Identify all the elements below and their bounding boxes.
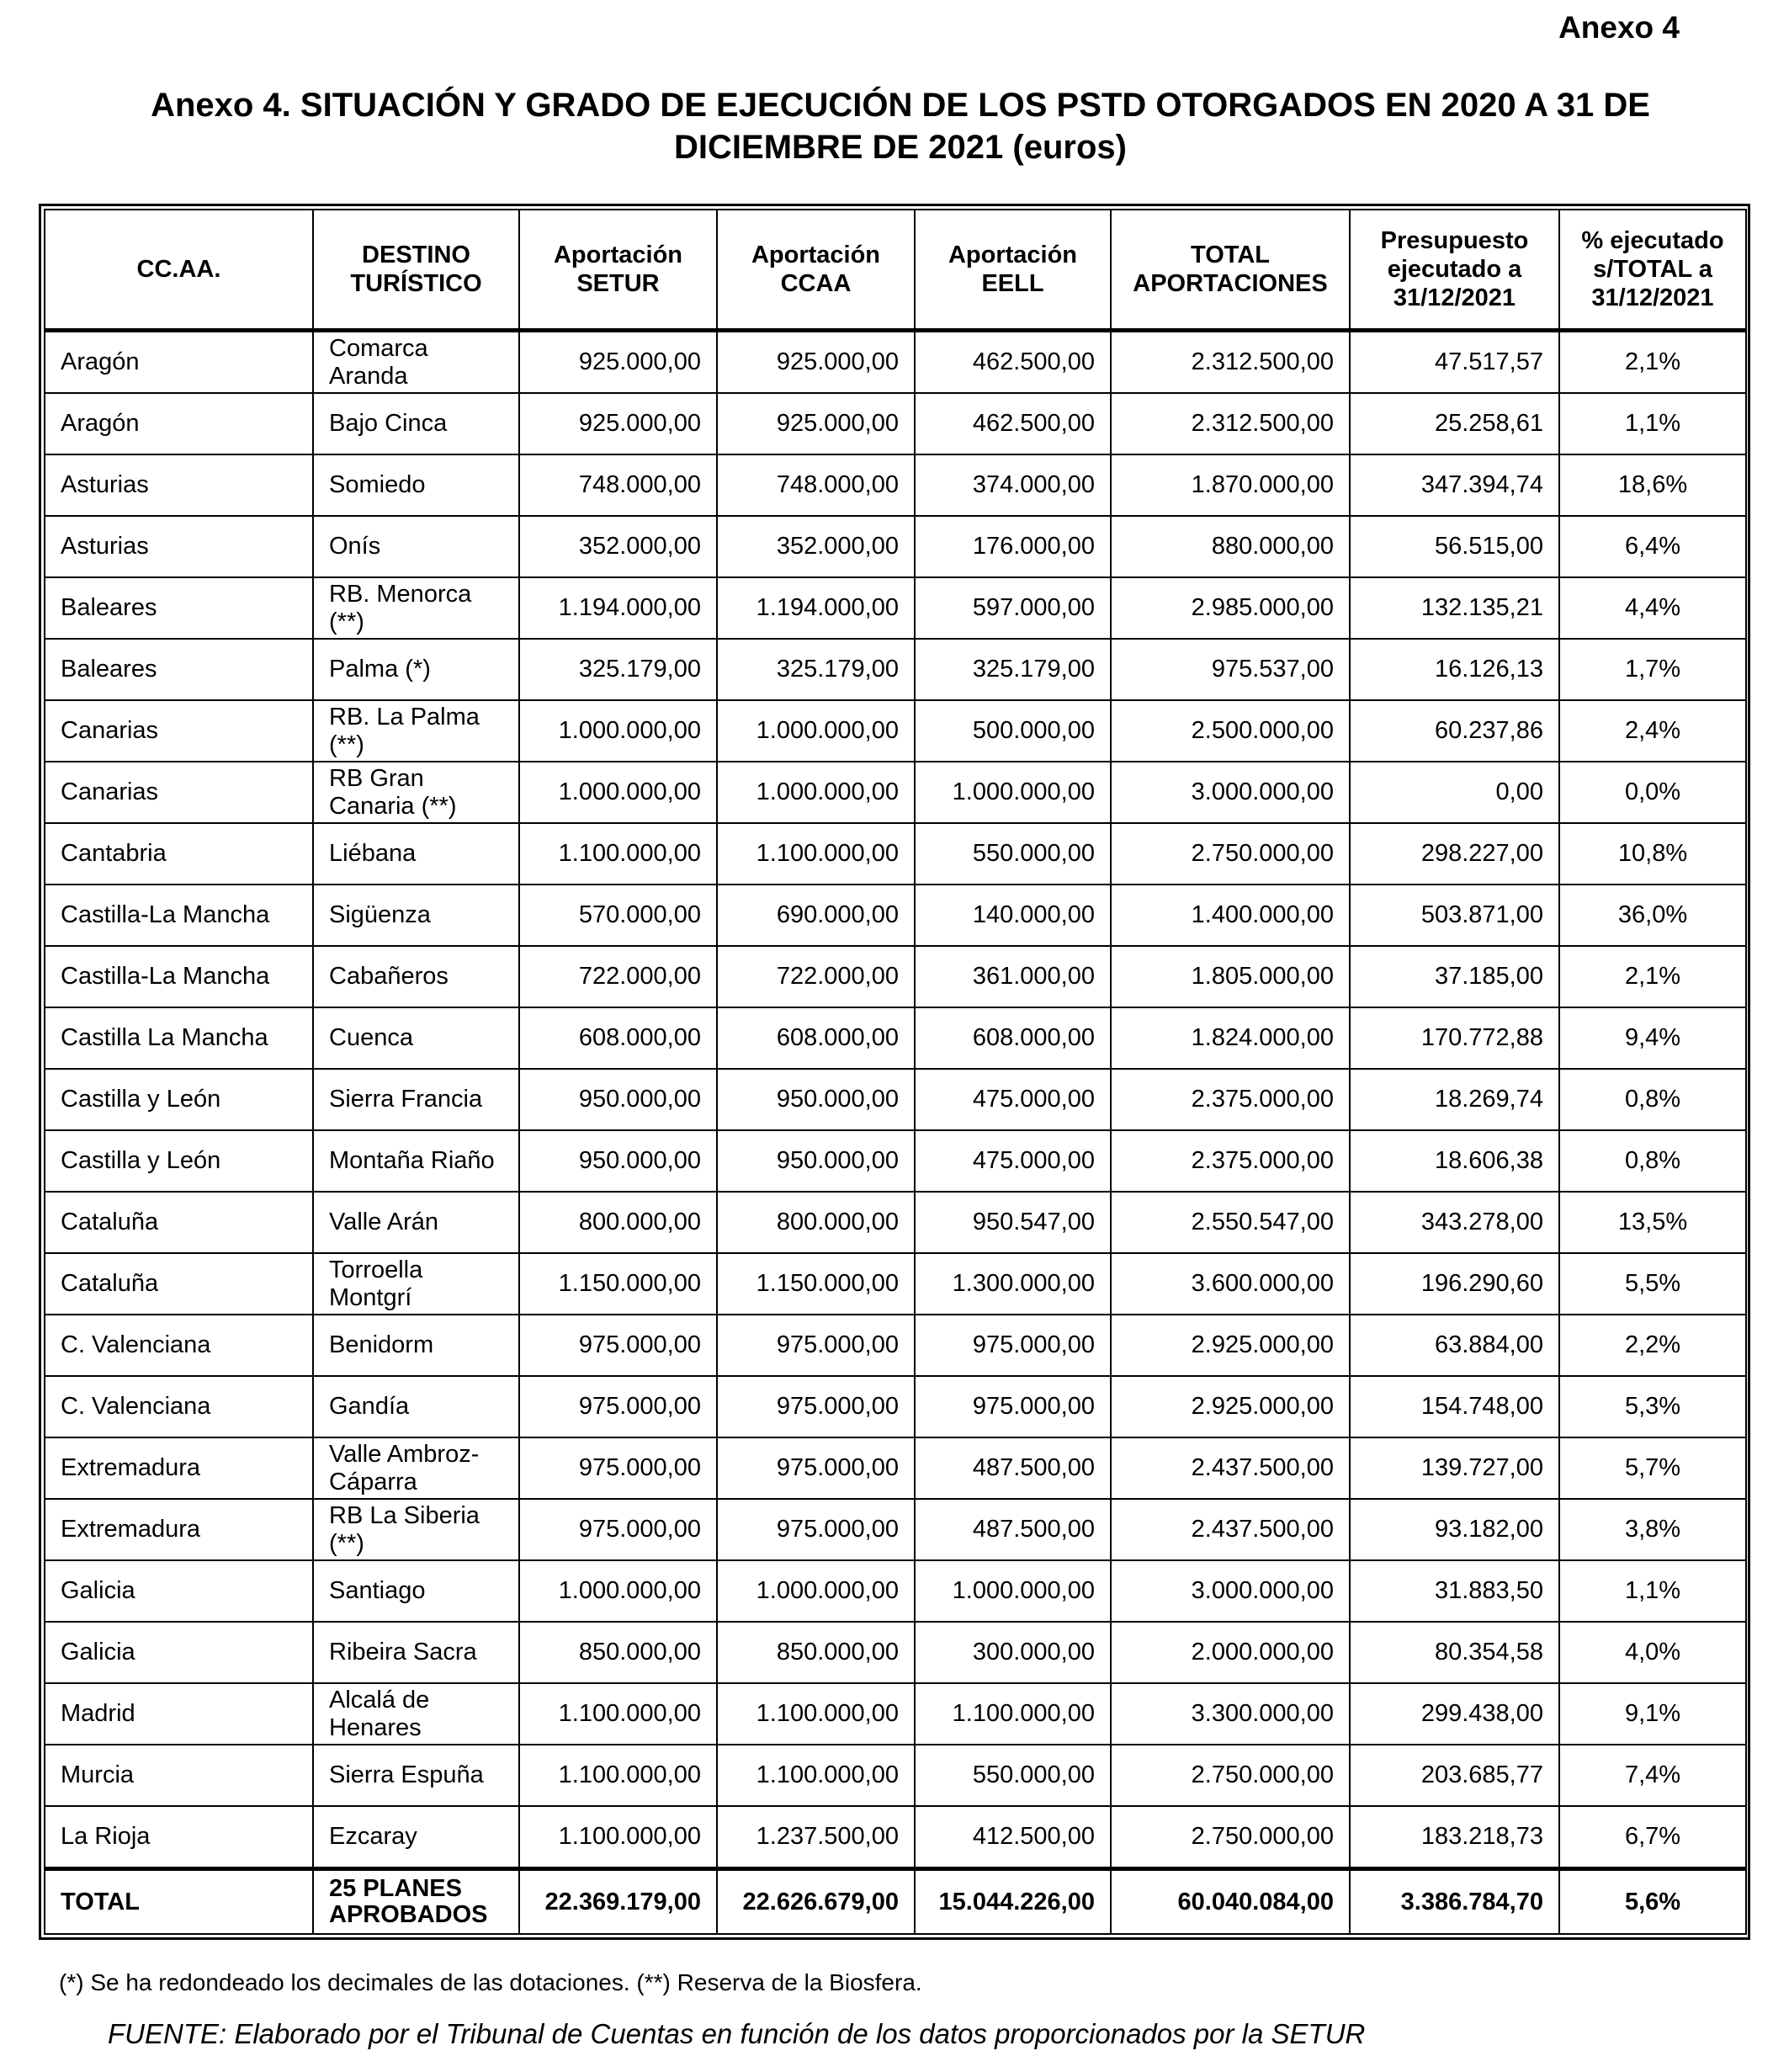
cell-eell: 1.000.000,00 xyxy=(915,1560,1111,1622)
cell-destino: RB Gran Canaria (**) xyxy=(313,762,519,823)
table-row xyxy=(45,454,1746,516)
table-row xyxy=(45,1253,1746,1315)
cell-pct: 4,4% xyxy=(1559,577,1746,639)
cell-eell: 475.000,00 xyxy=(915,1069,1111,1130)
cell-total: 3.000.000,00 xyxy=(1111,1560,1350,1622)
cell-eell: 1.000.000,00 xyxy=(915,762,1111,823)
cell-pct: 5,5% xyxy=(1559,1253,1746,1315)
cell-setur: 748.000,00 xyxy=(519,454,717,516)
cell-presupuesto: 203.685,77 xyxy=(1350,1745,1559,1806)
cell-ccaa: Madrid xyxy=(45,1683,313,1745)
cell-eell: 462.500,00 xyxy=(915,393,1111,454)
cell-ccaa-aportacion: 800.000,00 xyxy=(717,1192,915,1253)
total-pct: 5,6% xyxy=(1559,1869,1746,1935)
cell-pct: 10,8% xyxy=(1559,823,1746,885)
cell-setur: 352.000,00 xyxy=(519,516,717,577)
pstd-table-frame xyxy=(39,204,1750,1940)
cell-total: 3.000.000,00 xyxy=(1111,762,1350,823)
cell-presupuesto: 183.218,73 xyxy=(1350,1806,1559,1869)
cell-total: 3.600.000,00 xyxy=(1111,1253,1350,1315)
table-row xyxy=(45,1806,1746,1869)
cell-ccaa: Castilla y León xyxy=(45,1130,313,1192)
cell-ccaa: Castilla-La Mancha xyxy=(45,885,313,946)
cell-presupuesto: 347.394,74 xyxy=(1350,454,1559,516)
cell-eell: 487.500,00 xyxy=(915,1437,1111,1499)
cell-ccaa: Baleares xyxy=(45,577,313,639)
cell-presupuesto: 93.182,00 xyxy=(1350,1499,1559,1560)
cell-eell: 300.000,00 xyxy=(915,1622,1111,1683)
cell-ccaa: Extremadura xyxy=(45,1437,313,1499)
cell-ccaa-aportacion: 1.100.000,00 xyxy=(717,823,915,885)
cell-total: 3.300.000,00 xyxy=(1111,1683,1350,1745)
cell-pct: 0,8% xyxy=(1559,1069,1746,1130)
cell-eell: 550.000,00 xyxy=(915,823,1111,885)
cell-presupuesto: 503.871,00 xyxy=(1350,885,1559,946)
table-row xyxy=(45,762,1746,823)
cell-ccaa-aportacion: 1.194.000,00 xyxy=(717,577,915,639)
header-setur: Aportación SETUR xyxy=(519,210,717,331)
cell-ccaa-aportacion: 975.000,00 xyxy=(717,1376,915,1437)
total-eell: 15.044.226,00 xyxy=(915,1869,1111,1935)
cell-pct: 5,7% xyxy=(1559,1437,1746,1499)
cell-pct: 0,8% xyxy=(1559,1130,1746,1192)
cell-pct: 3,8% xyxy=(1559,1499,1746,1560)
cell-ccaa: Canarias xyxy=(45,762,313,823)
cell-presupuesto: 63.884,00 xyxy=(1350,1315,1559,1376)
cell-ccaa-aportacion: 1.100.000,00 xyxy=(717,1683,915,1745)
pstd-table xyxy=(44,209,1747,1935)
cell-setur: 950.000,00 xyxy=(519,1130,717,1192)
cell-ccaa-aportacion: 850.000,00 xyxy=(717,1622,915,1683)
cell-ccaa: Aragón xyxy=(45,393,313,454)
cell-total: 2.437.500,00 xyxy=(1111,1437,1350,1499)
cell-ccaa-aportacion: 1.000.000,00 xyxy=(717,700,915,762)
cell-ccaa-aportacion: 722.000,00 xyxy=(717,946,915,1007)
cell-total: 2.985.000,00 xyxy=(1111,577,1350,639)
header-eell: Aportación EELL xyxy=(915,210,1111,331)
cell-setur: 1.000.000,00 xyxy=(519,700,717,762)
cell-eell: 550.000,00 xyxy=(915,1745,1111,1806)
cell-presupuesto: 132.135,21 xyxy=(1350,577,1559,639)
cell-destino: RB La Siberia (**) xyxy=(313,1499,519,1560)
cell-total: 2.500.000,00 xyxy=(1111,700,1350,762)
cell-eell: 475.000,00 xyxy=(915,1130,1111,1192)
cell-eell: 500.000,00 xyxy=(915,700,1111,762)
header-destino: DESTINO TURÍSTICO xyxy=(313,210,519,331)
cell-destino: Alcalá de Henares xyxy=(313,1683,519,1745)
table-row xyxy=(45,946,1746,1007)
cell-ccaa: Cantabria xyxy=(45,823,313,885)
header-ccaa: CC.AA. xyxy=(45,210,313,331)
cell-setur: 722.000,00 xyxy=(519,946,717,1007)
cell-total: 2.750.000,00 xyxy=(1111,1806,1350,1869)
cell-ccaa-aportacion: 950.000,00 xyxy=(717,1069,915,1130)
cell-pct: 5,3% xyxy=(1559,1376,1746,1437)
cell-ccaa-aportacion: 1.237.500,00 xyxy=(717,1806,915,1869)
cell-ccaa: Asturias xyxy=(45,454,313,516)
cell-ccaa: Murcia xyxy=(45,1745,313,1806)
cell-ccaa-aportacion: 1.000.000,00 xyxy=(717,762,915,823)
cell-setur: 850.000,00 xyxy=(519,1622,717,1683)
cell-pct: 2,1% xyxy=(1559,946,1746,1007)
table-row xyxy=(45,1560,1746,1622)
cell-eell: 361.000,00 xyxy=(915,946,1111,1007)
table-row xyxy=(45,331,1746,394)
cell-destino: RB. Menorca (**) xyxy=(313,577,519,639)
cell-pct: 18,6% xyxy=(1559,454,1746,516)
cell-eell: 462.500,00 xyxy=(915,331,1111,394)
cell-destino: Cabañeros xyxy=(313,946,519,1007)
cell-ccaa: Cataluña xyxy=(45,1192,313,1253)
cell-setur: 925.000,00 xyxy=(519,331,717,394)
cell-presupuesto: 298.227,00 xyxy=(1350,823,1559,885)
cell-presupuesto: 18.269,74 xyxy=(1350,1069,1559,1130)
table-total xyxy=(45,1869,1746,1935)
cell-total: 2.437.500,00 xyxy=(1111,1499,1350,1560)
cell-total: 1.824.000,00 xyxy=(1111,1007,1350,1069)
table-header xyxy=(45,210,1746,331)
table-row xyxy=(45,1745,1746,1806)
cell-ccaa-aportacion: 950.000,00 xyxy=(717,1130,915,1192)
cell-pct: 1,7% xyxy=(1559,639,1746,700)
cell-ccaa-aportacion: 748.000,00 xyxy=(717,454,915,516)
table-row xyxy=(45,1192,1746,1253)
header-ccaa-aportacion: Aportación CCAA xyxy=(717,210,915,331)
cell-destino: Ezcaray xyxy=(313,1806,519,1869)
footnote: (*) Se ha redondeado los decimales de las dotaciones. (**) Reserva de la Biosfera. xyxy=(59,1969,922,1995)
cell-setur: 1.000.000,00 xyxy=(519,762,717,823)
cell-setur: 1.000.000,00 xyxy=(519,1560,717,1622)
cell-destino: Sigüenza xyxy=(313,885,519,946)
cell-total: 2.000.000,00 xyxy=(1111,1622,1350,1683)
cell-ccaa-aportacion: 608.000,00 xyxy=(717,1007,915,1069)
table-row xyxy=(45,577,1746,639)
total-ccaa: TOTAL xyxy=(45,1869,313,1935)
cell-destino: Benidorm xyxy=(313,1315,519,1376)
cell-destino: Ribeira Sacra xyxy=(313,1622,519,1683)
cell-setur: 800.000,00 xyxy=(519,1192,717,1253)
cell-destino: Bajo Cinca xyxy=(313,393,519,454)
cell-presupuesto: 31.883,50 xyxy=(1350,1560,1559,1622)
cell-eell: 140.000,00 xyxy=(915,885,1111,946)
cell-presupuesto: 299.438,00 xyxy=(1350,1683,1559,1745)
cell-ccaa: Aragón xyxy=(45,331,313,394)
cell-total: 975.537,00 xyxy=(1111,639,1350,700)
table-row xyxy=(45,639,1746,700)
cell-setur: 975.000,00 xyxy=(519,1437,717,1499)
table-row xyxy=(45,1683,1746,1745)
cell-destino: Liébana xyxy=(313,823,519,885)
header-pct: % ejecutado s/TOTAL a 31/12/2021 xyxy=(1559,210,1746,331)
cell-ccaa: Baleares xyxy=(45,639,313,700)
cell-eell: 950.547,00 xyxy=(915,1192,1111,1253)
cell-presupuesto: 47.517,57 xyxy=(1350,331,1559,394)
cell-eell: 325.179,00 xyxy=(915,639,1111,700)
cell-total: 1.870.000,00 xyxy=(1111,454,1350,516)
cell-setur: 608.000,00 xyxy=(519,1007,717,1069)
cell-pct: 6,4% xyxy=(1559,516,1746,577)
cell-ccaa-aportacion: 975.000,00 xyxy=(717,1499,915,1560)
cell-presupuesto: 196.290,60 xyxy=(1350,1253,1559,1315)
cell-total: 2.375.000,00 xyxy=(1111,1130,1350,1192)
cell-destino: Montaña Riaño xyxy=(313,1130,519,1192)
cell-presupuesto: 37.185,00 xyxy=(1350,946,1559,1007)
table-row xyxy=(45,1007,1746,1069)
table-row xyxy=(45,885,1746,946)
cell-ccaa-aportacion: 1.150.000,00 xyxy=(717,1253,915,1315)
table-row xyxy=(45,1069,1746,1130)
cell-ccaa-aportacion: 352.000,00 xyxy=(717,516,915,577)
cell-total: 2.925.000,00 xyxy=(1111,1376,1350,1437)
cell-ccaa: Extremadura xyxy=(45,1499,313,1560)
cell-ccaa-aportacion: 325.179,00 xyxy=(717,639,915,700)
cell-destino: Gandía xyxy=(313,1376,519,1437)
cell-setur: 1.150.000,00 xyxy=(519,1253,717,1315)
cell-setur: 950.000,00 xyxy=(519,1069,717,1130)
cell-presupuesto: 154.748,00 xyxy=(1350,1376,1559,1437)
total-presupuesto: 3.386.784,70 xyxy=(1350,1869,1559,1935)
cell-eell: 1.100.000,00 xyxy=(915,1683,1111,1745)
cell-destino: Palma (*) xyxy=(313,639,519,700)
total-destino: 25 PLANES APROBADOS xyxy=(313,1869,519,1935)
cell-ccaa-aportacion: 1.100.000,00 xyxy=(717,1745,915,1806)
cell-presupuesto: 25.258,61 xyxy=(1350,393,1559,454)
cell-ccaa-aportacion: 975.000,00 xyxy=(717,1437,915,1499)
cell-total: 2.375.000,00 xyxy=(1111,1069,1350,1130)
cell-ccaa: La Rioja xyxy=(45,1806,313,1869)
cell-total: 1.805.000,00 xyxy=(1111,946,1350,1007)
cell-destino: Onís xyxy=(313,516,519,577)
cell-ccaa-aportacion: 690.000,00 xyxy=(717,885,915,946)
cell-pct: 1,1% xyxy=(1559,393,1746,454)
cell-eell: 597.000,00 xyxy=(915,577,1111,639)
table-body xyxy=(45,331,1746,1869)
document-title: Anexo 4. SITUACIÓN Y GRADO DE EJECUCIÓN DE LOS PSTD OTORGADOS EN 2020 A 31 DE DICIEMBRE DE 2021 (euros) xyxy=(151,87,1650,166)
table-row xyxy=(45,823,1746,885)
cell-pct: 4,0% xyxy=(1559,1622,1746,1683)
cell-destino: Torroella Montgrí xyxy=(313,1253,519,1315)
cell-presupuesto: 343.278,00 xyxy=(1350,1192,1559,1253)
cell-total: 2.925.000,00 xyxy=(1111,1315,1350,1376)
cell-presupuesto: 0,00 xyxy=(1350,762,1559,823)
cell-total: 2.312.500,00 xyxy=(1111,331,1350,394)
cell-ccaa: Galicia xyxy=(45,1560,313,1622)
cell-total: 880.000,00 xyxy=(1111,516,1350,577)
cell-presupuesto: 60.237,86 xyxy=(1350,700,1559,762)
cell-destino: Valle Arán xyxy=(313,1192,519,1253)
cell-pct: 36,0% xyxy=(1559,885,1746,946)
cell-ccaa: C. Valenciana xyxy=(45,1376,313,1437)
cell-presupuesto: 80.354,58 xyxy=(1350,1622,1559,1683)
cell-pct: 6,7% xyxy=(1559,1806,1746,1869)
table-row xyxy=(45,1376,1746,1437)
cell-ccaa: Castilla y León xyxy=(45,1069,313,1130)
cell-ccaa: Castilla-La Mancha xyxy=(45,946,313,1007)
cell-eell: 975.000,00 xyxy=(915,1315,1111,1376)
total-total: 60.040.084,00 xyxy=(1111,1869,1350,1935)
cell-destino: Somiedo xyxy=(313,454,519,516)
cell-ccaa: Castilla La Mancha xyxy=(45,1007,313,1069)
cell-total: 2.550.547,00 xyxy=(1111,1192,1350,1253)
cell-ccaa-aportacion: 975.000,00 xyxy=(717,1315,915,1376)
cell-setur: 975.000,00 xyxy=(519,1376,717,1437)
cell-eell: 412.500,00 xyxy=(915,1806,1111,1869)
cell-setur: 975.000,00 xyxy=(519,1315,717,1376)
cell-ccaa: Asturias xyxy=(45,516,313,577)
cell-setur: 1.194.000,00 xyxy=(519,577,717,639)
cell-pct: 9,1% xyxy=(1559,1683,1746,1745)
cell-destino: Sierra Espuña xyxy=(313,1745,519,1806)
cell-eell: 487.500,00 xyxy=(915,1499,1111,1560)
cell-pct: 7,4% xyxy=(1559,1745,1746,1806)
cell-ccaa-aportacion: 925.000,00 xyxy=(717,393,915,454)
table-row xyxy=(45,1130,1746,1192)
cell-ccaa: Canarias xyxy=(45,700,313,762)
cell-ccaa: Galicia xyxy=(45,1622,313,1683)
table-row xyxy=(45,1315,1746,1376)
cell-ccaa-aportacion: 925.000,00 xyxy=(717,331,915,394)
table-row xyxy=(45,1437,1746,1499)
total-row xyxy=(45,1869,1746,1935)
cell-total: 2.750.000,00 xyxy=(1111,823,1350,885)
cell-ccaa: Cataluña xyxy=(45,1253,313,1315)
cell-total: 1.400.000,00 xyxy=(1111,885,1350,946)
table-row xyxy=(45,1499,1746,1560)
cell-eell: 176.000,00 xyxy=(915,516,1111,577)
cell-setur: 570.000,00 xyxy=(519,885,717,946)
cell-presupuesto: 18.606,38 xyxy=(1350,1130,1559,1192)
cell-destino: RB. La Palma (**) xyxy=(313,700,519,762)
cell-setur: 925.000,00 xyxy=(519,393,717,454)
table-row xyxy=(45,700,1746,762)
cell-eell: 975.000,00 xyxy=(915,1376,1111,1437)
cell-destino: Santiago xyxy=(313,1560,519,1622)
cell-setur: 325.179,00 xyxy=(519,639,717,700)
cell-destino: Comarca Aranda xyxy=(313,331,519,394)
cell-setur: 1.100.000,00 xyxy=(519,1806,717,1869)
table-row xyxy=(45,393,1746,454)
cell-setur: 975.000,00 xyxy=(519,1499,717,1560)
cell-total: 2.750.000,00 xyxy=(1111,1745,1350,1806)
cell-ccaa-aportacion: 1.000.000,00 xyxy=(717,1560,915,1622)
cell-eell: 608.000,00 xyxy=(915,1007,1111,1069)
cell-eell: 1.300.000,00 xyxy=(915,1253,1111,1315)
cell-pct: 9,4% xyxy=(1559,1007,1746,1069)
cell-setur: 1.100.000,00 xyxy=(519,1745,717,1806)
source-note: FUENTE: Elaborado por el Tribunal de Cuentas en función de los datos proporcionados por la SETUR xyxy=(108,2018,1366,2049)
cell-presupuesto: 170.772,88 xyxy=(1350,1007,1559,1069)
cell-pct: 1,1% xyxy=(1559,1560,1746,1622)
cell-destino: Sierra Francia xyxy=(313,1069,519,1130)
cell-pct: 13,5% xyxy=(1559,1192,1746,1253)
total-setur: 22.369.179,00 xyxy=(519,1869,717,1935)
cell-presupuesto: 139.727,00 xyxy=(1350,1437,1559,1499)
cell-pct: 2,1% xyxy=(1559,331,1746,394)
cell-ccaa: C. Valenciana xyxy=(45,1315,313,1376)
cell-pct: 0,0% xyxy=(1559,762,1746,823)
table-row xyxy=(45,516,1746,577)
cell-destino: Cuenca xyxy=(313,1007,519,1069)
cell-eell: 374.000,00 xyxy=(915,454,1111,516)
header-presupuesto: Presupuesto ejecutado a 31/12/2021 xyxy=(1350,210,1559,331)
cell-destino: Valle Ambroz-Cáparra xyxy=(313,1437,519,1499)
cell-presupuesto: 56.515,00 xyxy=(1350,516,1559,577)
cell-pct: 2,4% xyxy=(1559,700,1746,762)
cell-presupuesto: 16.126,13 xyxy=(1350,639,1559,700)
cell-pct: 2,2% xyxy=(1559,1315,1746,1376)
total-ccaa-aportacion: 22.626.679,00 xyxy=(717,1869,915,1935)
cell-setur: 1.100.000,00 xyxy=(519,1683,717,1745)
cell-total: 2.312.500,00 xyxy=(1111,393,1350,454)
cell-setur: 1.100.000,00 xyxy=(519,823,717,885)
annex-label: Anexo 4 xyxy=(1558,10,1680,45)
table-row xyxy=(45,1622,1746,1683)
header-total: TOTAL APORTACIONES xyxy=(1111,210,1350,331)
